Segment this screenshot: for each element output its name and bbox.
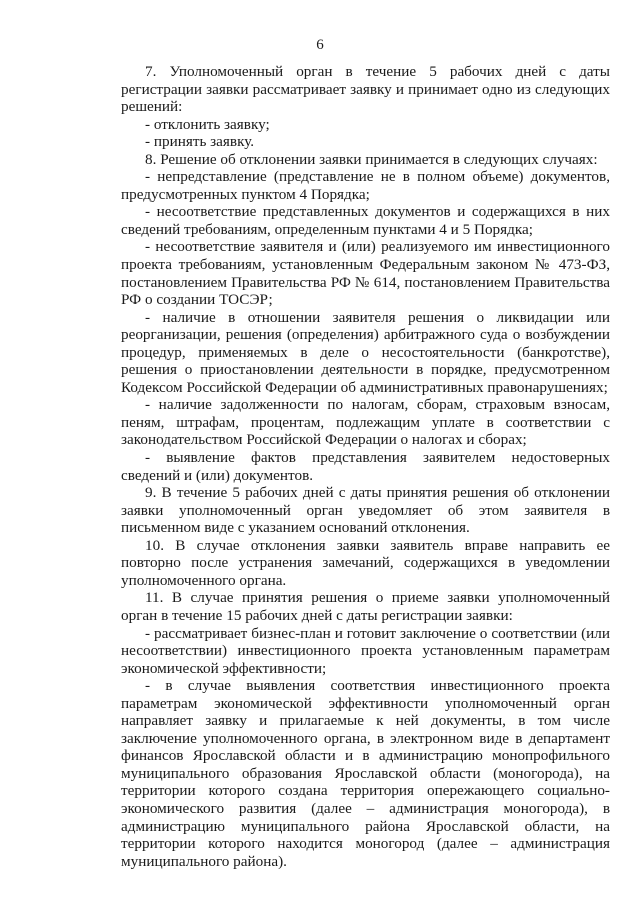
page-number: 6: [316, 37, 324, 53]
list-item-reject-application: - отклонить заявку;: [145, 115, 270, 133]
list-item-tax-debt: - наличие задолженности по налогам, сборам, страховым взносам, пеням, штрафам, процентам, подлежащим уплате в соответствии с законодательством Российской Федерации о налогах и сборах;: [121, 396, 610, 449]
paragraph-item-11: 11. В случае принятия решения о приеме заявки уполномоченный орган в течение 15 рабочих дней с даты регистрации заявки:: [121, 589, 610, 624]
document-body: [121, 63, 610, 870]
list-item-liquidation: - наличие в отношении заявителя решения о ликвидации или реорганизации, решения (определения) арбитражного суда о возбуждении процедур, применяемых в деле о несостоятельности (банкротстве), решения о приостановлении деятельности в порядке, предусмотренном Кодексом Российской Федерации об административных правонарушениях;: [121, 308, 610, 396]
list-item-forward-application: - в случае выявления соответствия инвестиционного проекта параметрам экономической эффективности уполномоченный орган направляет заявку и прилагаемые к ней документы, в том числе заключение уполномоченного органа, в электронном виде в департамент финансов Ярославской области и в администрацию монопрофильного муниципального образования Ярославской области (моногорода), на территории которого создана территория опережающего социально-экономического развития (далее – администрация моногорода), в администрацию муниципального района Ярославской области, на территории которого находится моногород (далее – администрация муниципального района).: [121, 677, 610, 870]
list-item-business-plan-review: - рассматривает бизнес-план и готовит заключение о соответствии (или несоответствии) инвестиционного проекта установленным параметрам экономической эффективности;: [121, 624, 610, 677]
paragraph-item-10: 10. В случае отклонения заявки заявитель вправе направить ее повторно после устранения замечаний, содержащихся в уведомлении уполномоченного органа.: [121, 536, 610, 589]
list-item-documents-mismatch: - несоответствие представленных документов и содержащихся в них сведений требованиям, определенным пунктами 4 и 5 Порядка;: [121, 203, 610, 238]
list-item-accept-application: - принять заявку.: [145, 133, 255, 151]
list-item-false-information: - выявление фактов представления заявителем недостоверных сведений и (или) документов.: [121, 449, 610, 484]
paragraph-item-9: 9. В течение 5 рабочих дней с даты принятия решения об отклонении заявки уполномоченный орган уведомляет об этом заявителя в письменном виде с указанием оснований отклонения.: [121, 484, 610, 537]
paragraph-item-8: 8. Решение об отклонении заявки принимается в следующих случаях:: [145, 150, 598, 168]
paragraph-item-7: 7. Уполномоченный орган в течение 5 рабочих дней с даты регистрации заявки рассматривает заявку и принимает одно из следующих решений:: [121, 63, 610, 116]
list-item-applicant-mismatch: - несоответствие заявителя и (или) реализуемого им инвестиционного проекта требованиям, установленным Федеральным законом № 473-ФЗ, постановлением Правительства РФ № 614, постановлением Правительства РФ о создании ТОСЭР;: [121, 238, 610, 309]
list-item-nonsubmission: - непредставление (представление не в полном объеме) документов, предусмотренных пунктом 4 Порядка;: [121, 168, 610, 203]
